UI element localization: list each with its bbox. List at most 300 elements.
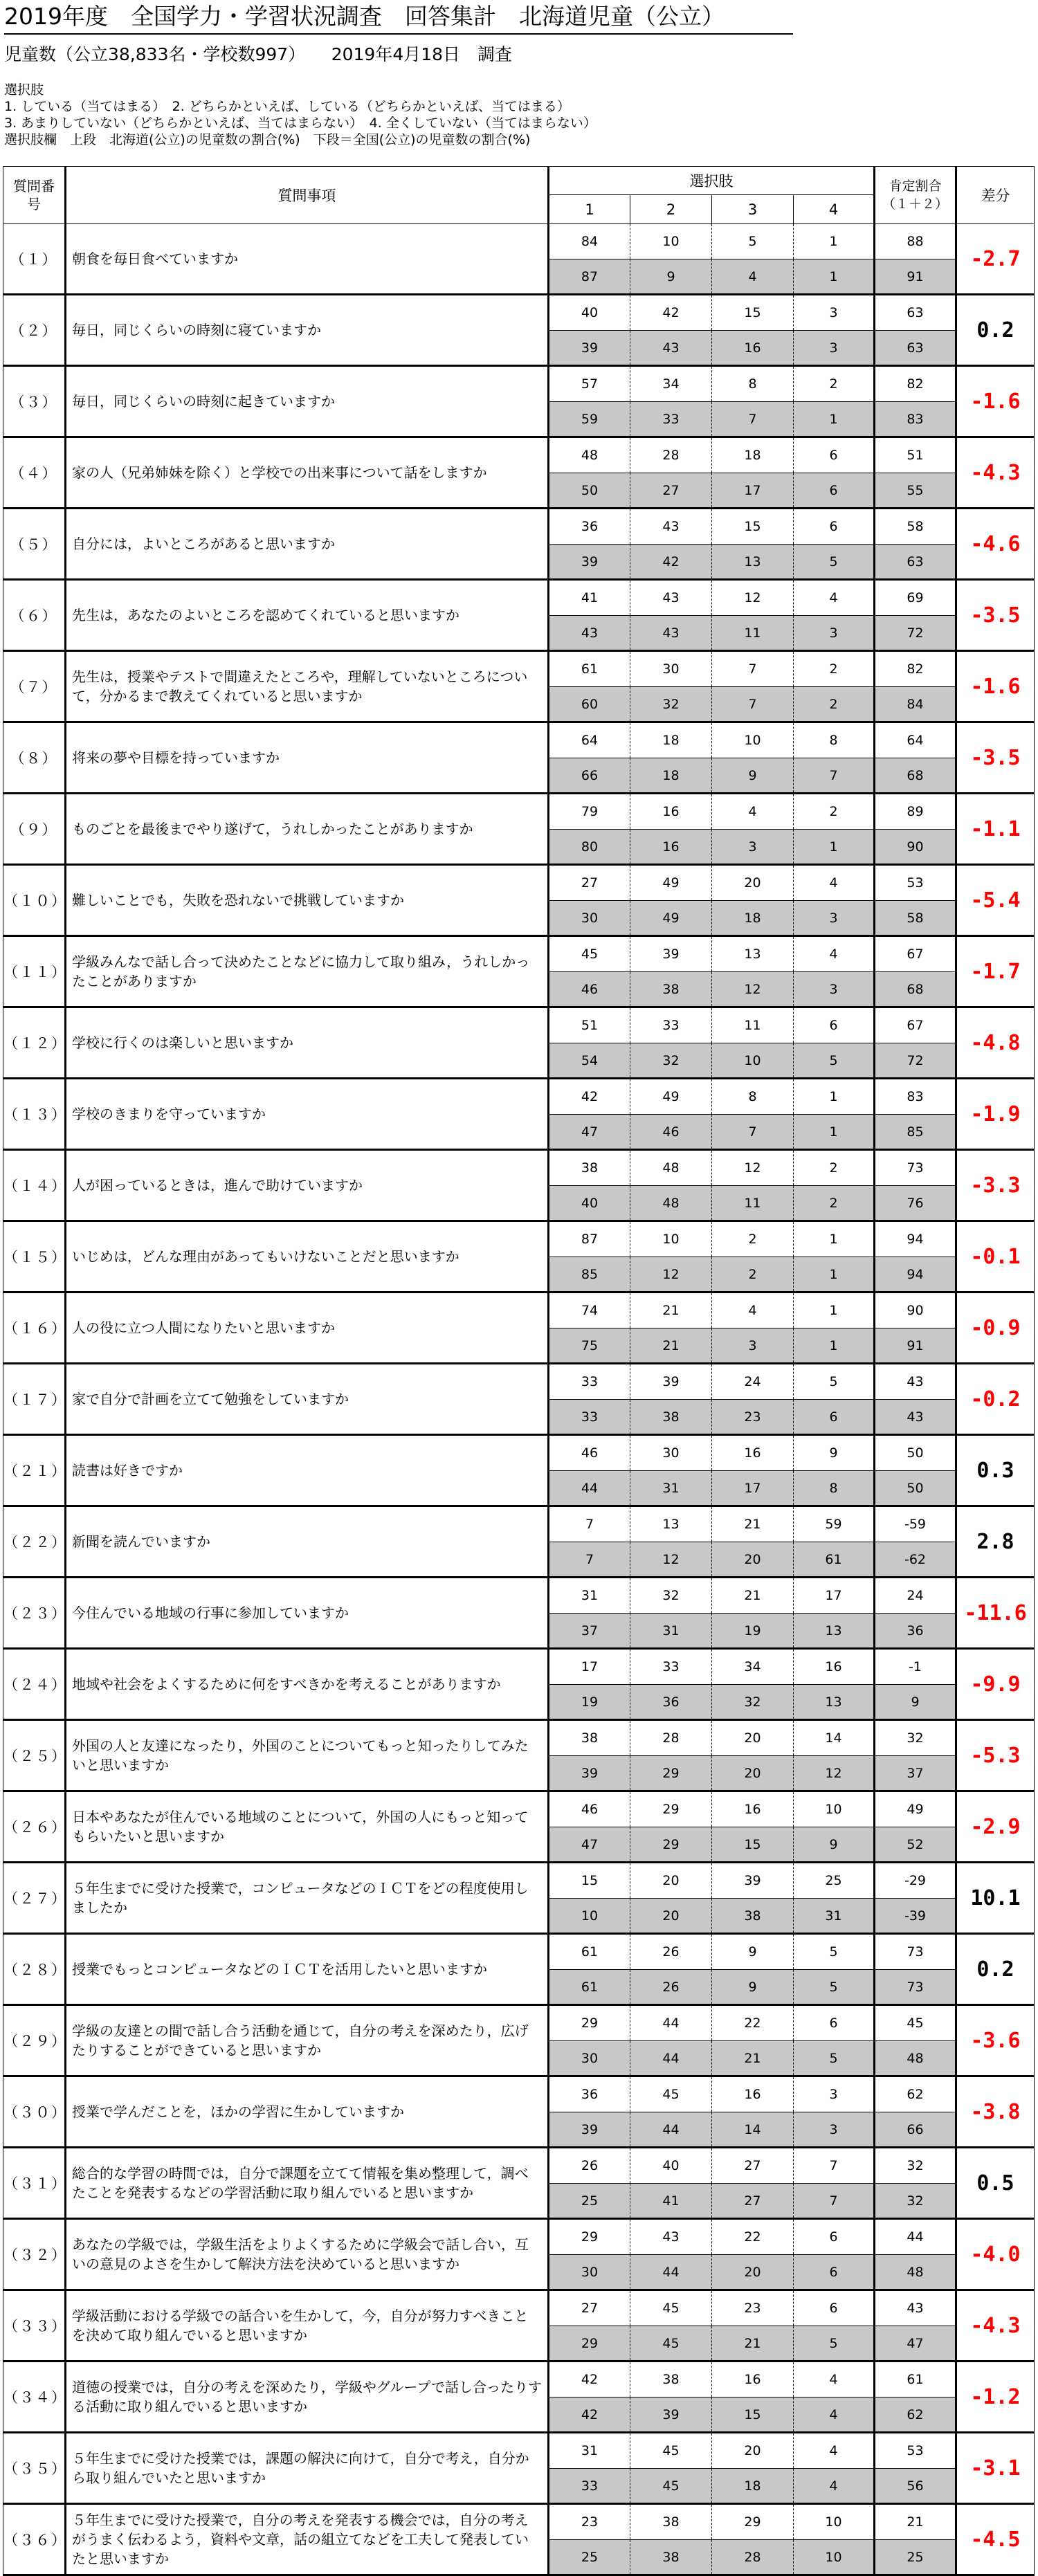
notes-line: 選択肢欄 上段 北海道(公立)の児童数の割合(%) 下段＝全国(公立)の児童数の割合(%) [4, 132, 531, 147]
question-text: 授業で学んだことを，ほかの学習に生かしていますか [66, 2076, 549, 2148]
hokkaido-choice-4: 3 [794, 2076, 875, 2112]
national-choice-4: 1 [794, 259, 875, 295]
national-choice-3: 7 [712, 402, 794, 437]
hokkaido-choice-4: 6 [794, 437, 875, 473]
hokkaido-choice-3: 22 [712, 2005, 794, 2041]
table-row-hokkaido [3, 1720, 1035, 1756]
national-choice-2: 44 [630, 2112, 712, 2148]
national-positive-rate: 48 [875, 2041, 956, 2076]
question-number: （３１） [3, 2148, 66, 2219]
question-text: 朝食を毎日食べていますか [66, 224, 549, 295]
hokkaido-choice-2: 49 [630, 865, 712, 901]
national-choice-4: 8 [794, 1471, 875, 1506]
hokkaido-choice-4: 1 [794, 1079, 875, 1115]
question-number: （１） [3, 224, 66, 295]
national-choice-2: 38 [630, 2540, 712, 2575]
hokkaido-choice-4: 4 [794, 580, 875, 616]
table-row-hokkaido [3, 1863, 1035, 1899]
national-positive-rate: 55 [875, 473, 956, 509]
national-positive-rate: 85 [875, 1115, 956, 1150]
table-row-hokkaido [3, 1364, 1035, 1400]
hokkaido-choice-1: 7 [549, 1506, 630, 1542]
hokkaido-choice-2: 40 [630, 2148, 712, 2184]
hokkaido-choice-2: 49 [630, 1079, 712, 1115]
question-text: 読書は好きですか [66, 1435, 549, 1506]
national-choice-3: 15 [712, 2397, 794, 2433]
hokkaido-choice-1: 27 [549, 865, 630, 901]
national-choice-3: 20 [712, 2255, 794, 2290]
hokkaido-choice-2: 48 [630, 1150, 712, 1186]
question-number: （１５） [3, 1221, 66, 1292]
national-choice-1: 7 [549, 1542, 630, 1578]
difference-value: -2.9 [956, 1791, 1035, 1863]
national-positive-rate: 50 [875, 1471, 956, 1506]
national-positive-rate: 91 [875, 1328, 956, 1364]
table-row-hokkaido [3, 295, 1035, 331]
question-text: 家で自分で計画を立てて勉強をしていますか [66, 1364, 549, 1435]
hokkaido-positive-rate: 90 [875, 1292, 956, 1328]
national-choice-2: 9 [630, 259, 712, 295]
notes-line: 1. している（当てはまる） 2. どちらかといえば、している（どちらかといえば、当てはまる） [4, 99, 570, 114]
difference-value: -1.6 [956, 651, 1035, 722]
hokkaido-choice-4: 10 [794, 2504, 875, 2540]
hokkaido-positive-rate: 24 [875, 1578, 956, 1614]
national-choice-4: 3 [794, 616, 875, 651]
national-positive-rate: 47 [875, 2326, 956, 2362]
hokkaido-positive-rate: 32 [875, 2148, 956, 2184]
difference-value: -4.3 [956, 2290, 1035, 2362]
national-positive-rate: 58 [875, 901, 956, 936]
national-choice-4: 3 [794, 2112, 875, 2148]
question-number: （７） [3, 651, 66, 722]
national-choice-1: 85 [549, 1257, 630, 1292]
hokkaido-positive-rate: 44 [875, 2219, 956, 2255]
table-row-hokkaido [3, 1791, 1035, 1827]
hokkaido-choice-2: 43 [630, 580, 712, 616]
table-row-hokkaido [3, 794, 1035, 830]
question-number: （１０） [3, 865, 66, 936]
national-choice-4: 1 [794, 830, 875, 865]
hokkaido-choice-4: 4 [794, 2433, 875, 2469]
hokkaido-positive-rate: 73 [875, 1934, 956, 1970]
national-choice-3: 23 [712, 1400, 794, 1435]
difference-value: -9.9 [956, 1649, 1035, 1720]
question-number: （１１） [3, 936, 66, 1007]
national-choice-4: 13 [794, 1614, 875, 1649]
hokkaido-choice-4: 7 [794, 2148, 875, 2184]
national-choice-4: 2 [794, 1186, 875, 1221]
national-choice-2: 27 [630, 473, 712, 509]
hokkaido-positive-rate: 89 [875, 794, 956, 830]
difference-value: -5.4 [956, 865, 1035, 936]
hokkaido-choice-2: 10 [630, 224, 712, 259]
hokkaido-choice-1: 46 [549, 1435, 630, 1471]
hokkaido-choice-1: 36 [549, 2076, 630, 2112]
national-choice-2: 33 [630, 402, 712, 437]
difference-value: -4.6 [956, 509, 1035, 580]
table-row-hokkaido [3, 722, 1035, 758]
question-text: 道徳の授業では，自分の考えを深めたり，学級やグループで話し合ったりする活動に取り組んでいると思いますか [66, 2362, 549, 2433]
table-row-hokkaido [3, 1150, 1035, 1186]
national-choice-4: 6 [794, 1400, 875, 1435]
national-choice-1: 39 [549, 2112, 630, 2148]
question-text: あなたの学級では，学級生活をよりよくするために学級会で話し合い，互いの意見のよさを生かして解決方法を決めていると思いますか [66, 2219, 549, 2290]
hokkaido-choice-2: 33 [630, 1649, 712, 1685]
table-row-hokkaido [3, 224, 1035, 259]
national-choice-2: 43 [630, 616, 712, 651]
difference-value: -3.5 [956, 722, 1035, 794]
difference-value: -1.6 [956, 366, 1035, 437]
hokkaido-choice-2: 32 [630, 1578, 712, 1614]
national-choice-2: 26 [630, 1970, 712, 2005]
question-number: （５） [3, 509, 66, 580]
hokkaido-choice-1: 29 [549, 2005, 630, 2041]
national-choice-1: 30 [549, 2255, 630, 2290]
hokkaido-choice-4: 2 [794, 651, 875, 687]
national-choice-3: 32 [712, 1685, 794, 1720]
table-row-hokkaido [3, 865, 1035, 901]
hokkaido-choice-2: 18 [630, 722, 712, 758]
hokkaido-choice-3: 22 [712, 2219, 794, 2255]
national-choice-2: 21 [630, 1328, 712, 1364]
header-choice-1: 1 [549, 195, 630, 224]
hokkaido-choice-1: 23 [549, 2504, 630, 2540]
national-choice-3: 16 [712, 331, 794, 366]
question-text: 自分には，よいところがあると思いますか [66, 509, 549, 580]
hokkaido-positive-rate: 50 [875, 1435, 956, 1471]
hokkaido-choice-2: 45 [630, 2290, 712, 2326]
national-choice-3: 18 [712, 901, 794, 936]
hokkaido-choice-4: 59 [794, 1506, 875, 1542]
hokkaido-choice-3: 21 [712, 1578, 794, 1614]
national-choice-2: 41 [630, 2184, 712, 2219]
national-choice-3: 11 [712, 1186, 794, 1221]
hokkaido-choice-3: 16 [712, 2076, 794, 2112]
hokkaido-choice-1: 26 [549, 2148, 630, 2184]
national-choice-4: 4 [794, 2469, 875, 2504]
national-positive-rate: 94 [875, 1257, 956, 1292]
national-choice-2: 29 [630, 1827, 712, 1863]
header-choice-2: 2 [630, 195, 712, 224]
national-choice-4: 6 [794, 2255, 875, 2290]
national-choice-1: 87 [549, 259, 630, 295]
hokkaido-choice-2: 34 [630, 366, 712, 402]
hokkaido-positive-rate: 82 [875, 366, 956, 402]
hokkaido-choice-3: 8 [712, 366, 794, 402]
national-choice-4: 1 [794, 1115, 875, 1150]
hokkaido-choice-3: 20 [712, 2433, 794, 2469]
national-choice-2: 31 [630, 1471, 712, 1506]
hokkaido-choice-1: 61 [549, 1934, 630, 1970]
hokkaido-choice-4: 4 [794, 936, 875, 972]
national-positive-rate: 52 [875, 1827, 956, 1863]
national-positive-rate: 72 [875, 616, 956, 651]
hokkaido-choice-3: 2 [712, 1221, 794, 1257]
national-choice-4: 4 [794, 2397, 875, 2433]
hokkaido-positive-rate: 43 [875, 1364, 956, 1400]
hokkaido-positive-rate: 61 [875, 2362, 956, 2397]
hokkaido-choice-1: 45 [549, 936, 630, 972]
hokkaido-choice-2: 20 [630, 1863, 712, 1899]
difference-value: -1.9 [956, 1079, 1035, 1150]
national-positive-rate: 84 [875, 687, 956, 722]
question-text: 先生は，授業やテストで間違えたところや，理解していないところについて，分かるまで教えてくれていると思いますか [66, 651, 549, 722]
national-positive-rate: 68 [875, 758, 956, 794]
hokkaido-choice-4: 3 [794, 295, 875, 331]
national-positive-rate: 36 [875, 1614, 956, 1649]
hokkaido-choice-2: 42 [630, 295, 712, 331]
hokkaido-choice-4: 10 [794, 1791, 875, 1827]
national-choice-1: 33 [549, 1400, 630, 1435]
notes-line: 選択肢 [4, 82, 44, 98]
national-choice-2: 42 [630, 545, 712, 580]
question-number: （３２） [3, 2219, 66, 2290]
national-choice-3: 18 [712, 2469, 794, 2504]
hokkaido-positive-rate: 51 [875, 437, 956, 473]
hokkaido-choice-4: 2 [794, 794, 875, 830]
national-choice-3: 2 [712, 1257, 794, 1292]
question-text: 授業でもっとコンピュータなどのＩＣＴを活用したいと思いますか [66, 1934, 549, 2005]
hokkaido-choice-1: 17 [549, 1649, 630, 1685]
hokkaido-positive-rate: 53 [875, 865, 956, 901]
national-choice-4: 5 [794, 545, 875, 580]
national-positive-rate: 66 [875, 2112, 956, 2148]
question-text: 今住んでいる地域の行事に参加していますか [66, 1578, 549, 1649]
table-row-hokkaido [3, 936, 1035, 972]
hokkaido-choice-4: 2 [794, 1150, 875, 1186]
hokkaido-choice-1: 38 [549, 1150, 630, 1186]
difference-value: 0.5 [956, 2148, 1035, 2219]
national-choice-1: 80 [549, 830, 630, 865]
hokkaido-choice-2: 39 [630, 936, 712, 972]
national-choice-1: 33 [549, 2469, 630, 2504]
hokkaido-choice-3: 9 [712, 1934, 794, 1970]
table-row-hokkaido [3, 2290, 1035, 2326]
national-choice-4: 12 [794, 1756, 875, 1791]
hokkaido-choice-1: 61 [549, 651, 630, 687]
question-number: （１３） [3, 1079, 66, 1150]
national-choice-4: 7 [794, 2184, 875, 2219]
question-number: （４） [3, 437, 66, 509]
question-number: （２７） [3, 1863, 66, 1934]
hokkaido-choice-4: 25 [794, 1863, 875, 1899]
national-choice-4: 7 [794, 758, 875, 794]
national-positive-rate: 68 [875, 972, 956, 1007]
national-positive-rate: 72 [875, 1043, 956, 1079]
question-text: いじめは，どんな理由があってもいけないことだと思いますか [66, 1221, 549, 1292]
hokkaido-choice-1: 74 [549, 1292, 630, 1328]
national-choice-4: 31 [794, 1899, 875, 1934]
hokkaido-choice-2: 39 [630, 1364, 712, 1400]
difference-value: -4.5 [956, 2504, 1035, 2575]
hokkaido-positive-rate: 45 [875, 2005, 956, 2041]
question-text: ものごとを最後までやり遂げて，うれしかったことがありますか [66, 794, 549, 865]
hokkaido-choice-2: 21 [630, 1292, 712, 1328]
question-number: （２１） [3, 1435, 66, 1506]
table-row-hokkaido [3, 366, 1035, 402]
hokkaido-choice-4: 5 [794, 1934, 875, 1970]
hokkaido-positive-rate: 88 [875, 224, 956, 259]
hokkaido-choice-2: 44 [630, 2005, 712, 2041]
hokkaido-positive-rate: 73 [875, 1150, 956, 1186]
question-text: 学校に行くのは楽しいと思いますか [66, 1007, 549, 1079]
national-choice-4: 3 [794, 901, 875, 936]
hokkaido-choice-1: 51 [549, 1007, 630, 1043]
national-choice-1: 30 [549, 2041, 630, 2076]
question-number: （６） [3, 580, 66, 651]
hokkaido-choice-3: 10 [712, 722, 794, 758]
question-text: 毎日，同じくらいの時刻に起きていますか [66, 366, 549, 437]
national-positive-rate: 91 [875, 259, 956, 295]
table-row-hokkaido [3, 437, 1035, 473]
hokkaido-choice-3: 16 [712, 2362, 794, 2397]
hokkaido-positive-rate: 67 [875, 1007, 956, 1043]
question-number: （２８） [3, 1934, 66, 2005]
national-choice-2: 46 [630, 1115, 712, 1150]
national-choice-1: 25 [549, 2540, 630, 2575]
difference-value: -11.6 [956, 1578, 1035, 1649]
difference-value: -4.0 [956, 2219, 1035, 2290]
question-number: （１６） [3, 1292, 66, 1364]
national-choice-2: 31 [630, 1614, 712, 1649]
hokkaido-choice-1: 48 [549, 437, 630, 473]
national-choice-1: 43 [549, 616, 630, 651]
document-title: 2019年度 全国学力・学習状況調査 回答集計 北海道児童（公立） [4, 3, 793, 35]
table-row-hokkaido [3, 1506, 1035, 1542]
hokkaido-positive-rate: -1 [875, 1649, 956, 1685]
national-positive-rate: 48 [875, 2255, 956, 2290]
national-choice-4: 3 [794, 331, 875, 366]
hokkaido-positive-rate: 67 [875, 936, 956, 972]
national-choice-1: 29 [549, 2326, 630, 2362]
hokkaido-choice-2: 43 [630, 509, 712, 545]
national-positive-rate: -62 [875, 1542, 956, 1578]
hokkaido-choice-2: 30 [630, 651, 712, 687]
hokkaido-positive-rate: 58 [875, 509, 956, 545]
question-text: ５年生までに受けた授業で，コンピュータなどのＩＣＴをどの程度使用しましたか [66, 1863, 549, 1934]
question-number: （１７） [3, 1364, 66, 1435]
table-row-hokkaido [3, 2504, 1035, 2540]
national-choice-3: 4 [712, 259, 794, 295]
national-choice-2: 12 [630, 1542, 712, 1578]
national-choice-1: 30 [549, 901, 630, 936]
hokkaido-choice-4: 6 [794, 509, 875, 545]
difference-value: -2.7 [956, 224, 1035, 295]
national-choice-1: 10 [549, 1899, 630, 1934]
hokkaido-choice-3: 4 [712, 1292, 794, 1328]
hokkaido-positive-rate: 62 [875, 2076, 956, 2112]
national-choice-2: 39 [630, 2397, 712, 2433]
national-choice-1: 44 [549, 1471, 630, 1506]
hokkaido-choice-1: 33 [549, 1364, 630, 1400]
hokkaido-choice-1: 38 [549, 1720, 630, 1756]
document-subtitle: 児童数（公立38,833名・学校数997） 2019年4月18日 調査 [4, 44, 513, 64]
question-number: （１４） [3, 1150, 66, 1221]
question-number: （２） [3, 295, 66, 366]
national-choice-1: 60 [549, 687, 630, 722]
national-choice-2: 45 [630, 2326, 712, 2362]
question-text: 外国の人と友達になったり，外国のことについてもっと知ったりしてみたいと思いますか [66, 1720, 549, 1791]
hokkaido-choice-3: 5 [712, 224, 794, 259]
difference-value: -0.2 [956, 1364, 1035, 1435]
national-positive-rate: 62 [875, 2397, 956, 2433]
difference-value: -0.1 [956, 1221, 1035, 1292]
national-choice-3: 7 [712, 687, 794, 722]
hokkaido-choice-3: 12 [712, 1150, 794, 1186]
national-choice-2: 44 [630, 2255, 712, 2290]
national-choice-4: 6 [794, 473, 875, 509]
national-choice-2: 32 [630, 1043, 712, 1079]
national-choice-3: 17 [712, 1471, 794, 1506]
hokkaido-choice-3: 34 [712, 1649, 794, 1685]
hokkaido-choice-4: 1 [794, 1292, 875, 1328]
hokkaido-choice-3: 24 [712, 1364, 794, 1400]
header-diff: 差分 [956, 167, 1035, 224]
national-choice-1: 47 [549, 1115, 630, 1150]
header-choice-4: 4 [794, 195, 875, 224]
hokkaido-choice-3: 8 [712, 1079, 794, 1115]
hokkaido-positive-rate: 64 [875, 722, 956, 758]
hokkaido-choice-4: 5 [794, 1364, 875, 1400]
hokkaido-choice-1: 79 [549, 794, 630, 830]
national-choice-3: 17 [712, 473, 794, 509]
national-choice-4: 13 [794, 1685, 875, 1720]
hokkaido-choice-2: 16 [630, 794, 712, 830]
hokkaido-choice-2: 29 [630, 1791, 712, 1827]
national-choice-2: 32 [630, 687, 712, 722]
question-text: ５年生までに受けた授業で，自分の考えを発表する機会では，自分の考えがうまく伝わるよう，資料や文章，話の組立てなどを工夫して発表していたと思いますか [66, 2504, 549, 2575]
national-choice-4: 61 [794, 1542, 875, 1578]
table-row-hokkaido [3, 2219, 1035, 2255]
hokkaido-choice-4: 4 [794, 865, 875, 901]
hokkaido-choice-2: 45 [630, 2433, 712, 2469]
national-positive-rate: 9 [875, 1685, 956, 1720]
national-choice-3: 38 [712, 1899, 794, 1934]
national-choice-1: 25 [549, 2184, 630, 2219]
question-number: （２２） [3, 1506, 66, 1578]
difference-value: -4.8 [956, 1007, 1035, 1079]
question-text: 日本やあなたが住んでいる地域のことについて，外国の人にもっと知ってもらいたいと思いますか [66, 1791, 549, 1863]
national-choice-3: 15 [712, 1827, 794, 1863]
hokkaido-choice-3: 12 [712, 580, 794, 616]
national-choice-3: 3 [712, 830, 794, 865]
difference-value: -0.9 [956, 1292, 1035, 1364]
difference-value: -1.7 [956, 936, 1035, 1007]
question-number: （２５） [3, 1720, 66, 1791]
question-number: （３０） [3, 2076, 66, 2148]
difference-value: -3.8 [956, 2076, 1035, 2148]
hokkaido-positive-rate: 21 [875, 2504, 956, 2540]
national-choice-3: 10 [712, 1043, 794, 1079]
header-number: 質問番号 [3, 167, 66, 224]
hokkaido-positive-rate: 94 [875, 1221, 956, 1257]
hokkaido-choice-2: 43 [630, 2219, 712, 2255]
question-text: 難しいことでも，失敗を恐れないで挑戦していますか [66, 865, 549, 936]
hokkaido-choice-3: 20 [712, 1720, 794, 1756]
national-choice-2: 49 [630, 901, 712, 936]
hokkaido-choice-1: 42 [549, 1079, 630, 1115]
hokkaido-choice-1: 84 [549, 224, 630, 259]
hokkaido-choice-3: 18 [712, 437, 794, 473]
national-choice-1: 37 [549, 1614, 630, 1649]
hokkaido-choice-4: 2 [794, 366, 875, 402]
national-choice-2: 20 [630, 1899, 712, 1934]
hokkaido-choice-4: 9 [794, 1435, 875, 1471]
national-choice-3: 28 [712, 2540, 794, 2575]
national-choice-3: 19 [712, 1614, 794, 1649]
question-number: （３５） [3, 2433, 66, 2504]
difference-value: -5.3 [956, 1720, 1035, 1791]
